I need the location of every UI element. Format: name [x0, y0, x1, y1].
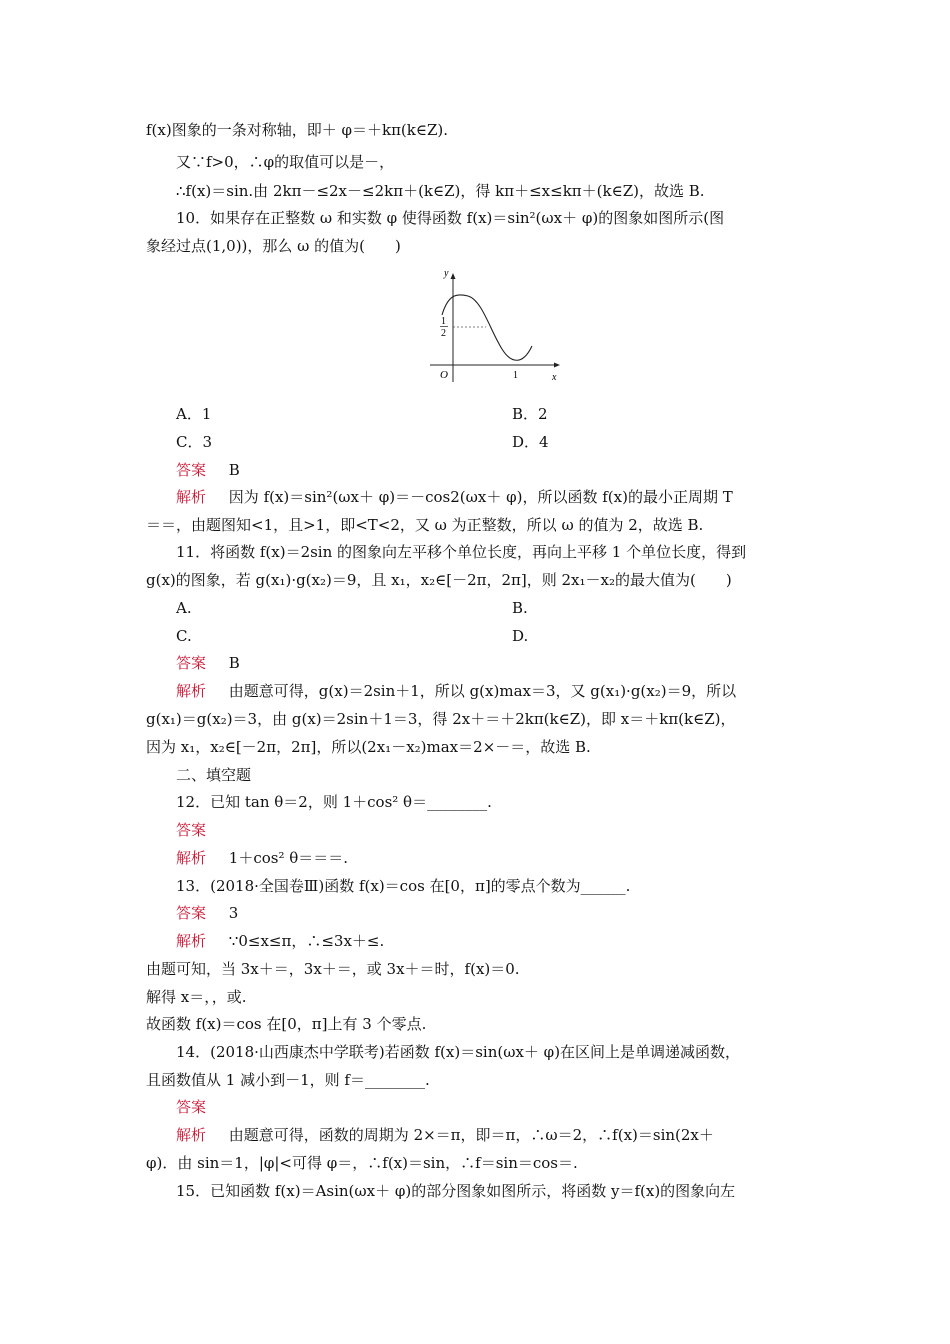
- x-axis-arrow: [554, 363, 560, 368]
- analysis-text: g(x₁)＝g(x₂)＝3，由 g(x)＝2sin＋1＝3，得 2x＋＝＋2kπ(k∈Z)，即 x＝＋kπ(k∈Z)，: [146, 710, 736, 728]
- answer-label: 答案: [176, 821, 207, 839]
- answer-label: 答案: [176, 1098, 207, 1116]
- text-line: ∴f(x)＝sin.由 2kπ－≤2x－≤2kπ＋(k∈Z)，得 kπ＋≤x≤kπ＋(k∈Z)，故选 B.: [176, 182, 705, 200]
- answer-value: 3: [228, 904, 239, 922]
- analysis-label: 解析: [176, 1126, 207, 1144]
- question-14-line-1: 14．(2018·山西康杰中学联考)若函数 f(x)＝sin(ωx＋ φ)在区间上是单调递减函数，: [176, 1043, 741, 1061]
- analysis-label: 解析: [176, 849, 207, 867]
- text-line: 故函数 f(x)＝cos 在[0，π]上有 3 个零点.: [146, 1015, 427, 1033]
- option-c: C．3: [176, 433, 213, 451]
- answer-line: [176, 903, 238, 923]
- analysis-text: ∵0≤x≤π，∴≤3x＋≤.: [228, 932, 385, 950]
- analysis-label: 解析: [176, 682, 207, 700]
- section-heading: 二、填空题: [176, 766, 252, 784]
- analysis-line: [176, 931, 384, 951]
- half-numerator: 1: [441, 316, 446, 327]
- option-a: A．1: [176, 405, 212, 423]
- text-line: 由题可知，当 3x＋＝，3x＋＝，或 3x＋＝时，f(x)＝0.: [146, 960, 520, 978]
- question-15-line-1: 15．已知函数 f(x)＝Asin(ωx＋ φ)的部分图象如图所示，将函数 y＝f(x)的图象向左: [176, 1182, 736, 1200]
- analysis-line: [176, 1125, 714, 1145]
- analysis-text: 1＋cos² θ＝＝＝.: [228, 849, 349, 867]
- y-axis-arrow: [451, 273, 456, 279]
- answer-label: 答案: [176, 904, 207, 922]
- analysis-label: 解析: [176, 488, 207, 506]
- option-d: D．4: [512, 433, 549, 451]
- x-tick-one: 1: [513, 370, 518, 381]
- analysis-text: 由题意可得，函数的周期为 2×＝π，即＝π，∴ω＝2，∴f(x)＝sin(2x＋: [228, 1126, 714, 1144]
- answer-line: [176, 1097, 206, 1117]
- option-b: B．2: [512, 405, 548, 423]
- curve: [442, 295, 532, 360]
- sin-squared-graph: [420, 264, 565, 392]
- text-line: 解得 x＝，，或.: [146, 988, 247, 1006]
- option-a: A.: [176, 599, 192, 617]
- half-denominator: 2: [441, 328, 446, 339]
- analysis-text: 因为 x₁，x₂∈[－2π，2π]，所以(2x₁－x₂)max＝2×－＝，故选 B.: [146, 738, 591, 756]
- x-label: x: [552, 372, 557, 383]
- answer-line: [176, 460, 240, 480]
- analysis-text: ＝＝，由题图知<1，且>1，即<T<2，又 ω 为正整数，所以 ω 的值为 2，故选 B.: [146, 516, 704, 534]
- analysis-line: [176, 848, 348, 868]
- text-line: 又∵f>0，∴φ的取值可以是－，: [176, 153, 395, 171]
- y-label: y: [444, 268, 449, 279]
- answer-label: 答案: [176, 461, 207, 479]
- option-d: D.: [512, 627, 529, 645]
- answer-value: B: [228, 654, 240, 672]
- analysis-label: 解析: [176, 932, 207, 950]
- question-11-line-1: 11．将函数 f(x)＝2sin 的图象向左平移个单位长度，再向上平移 1 个单位长度，得到: [176, 543, 747, 561]
- option-c: C.: [176, 627, 192, 645]
- answer-line: [176, 653, 240, 673]
- answer-line: [176, 820, 206, 840]
- question-13: 13．(2018·全国卷Ⅲ)函数 f(x)＝cos 在[0，π]的零点个数为______.: [176, 877, 631, 895]
- analysis-text: φ)．由 sin＝1，|φ|<可得 φ＝，∴f(x)＝sin，∴f＝sin＝cos＝.: [146, 1154, 578, 1172]
- graph-svg: [420, 264, 565, 392]
- question-12: 12．已知 tan θ＝2，则 1＋cos² θ＝________.: [176, 793, 492, 811]
- analysis-line: [176, 487, 733, 507]
- answer-value: B: [228, 461, 240, 479]
- analysis-text: 由题意可得，g(x)＝2sin＋1，所以 g(x)max＝3，又 g(x₁)·g(x₂)＝9，所以: [228, 682, 737, 700]
- question-10-line-2: 象经过点(1,0))，那么 ω 的值为( ): [146, 237, 401, 255]
- question-14-line-2: 且函数值从 1 减小到－1，则 f＝________.: [146, 1071, 430, 1089]
- question-10-line-1: 10．如果存在正整数 ω 和实数 φ 使得函数 f(x)＝sin²(ωx＋ φ)的图象如图所示(图: [176, 209, 725, 227]
- analysis-line: [176, 681, 736, 701]
- analysis-text: 因为 f(x)＝sin²(ωx＋ φ)＝－cos2(ωx＋ φ)，所以函数 f(x)的最小正周期 T: [228, 488, 733, 506]
- question-11-line-2: g(x)的图象，若 g(x₁)·g(x₂)＝9，且 x₁，x₂∈[－2π，2π]，则 2x₁－x₂的最大值为( ): [146, 571, 732, 589]
- answer-label: 答案: [176, 654, 207, 672]
- text-line: f(x)图象的一条对称轴，即＋ φ＝＋kπ(k∈Z).: [146, 121, 449, 139]
- origin-label: O: [440, 369, 448, 381]
- option-b: B.: [512, 599, 528, 617]
